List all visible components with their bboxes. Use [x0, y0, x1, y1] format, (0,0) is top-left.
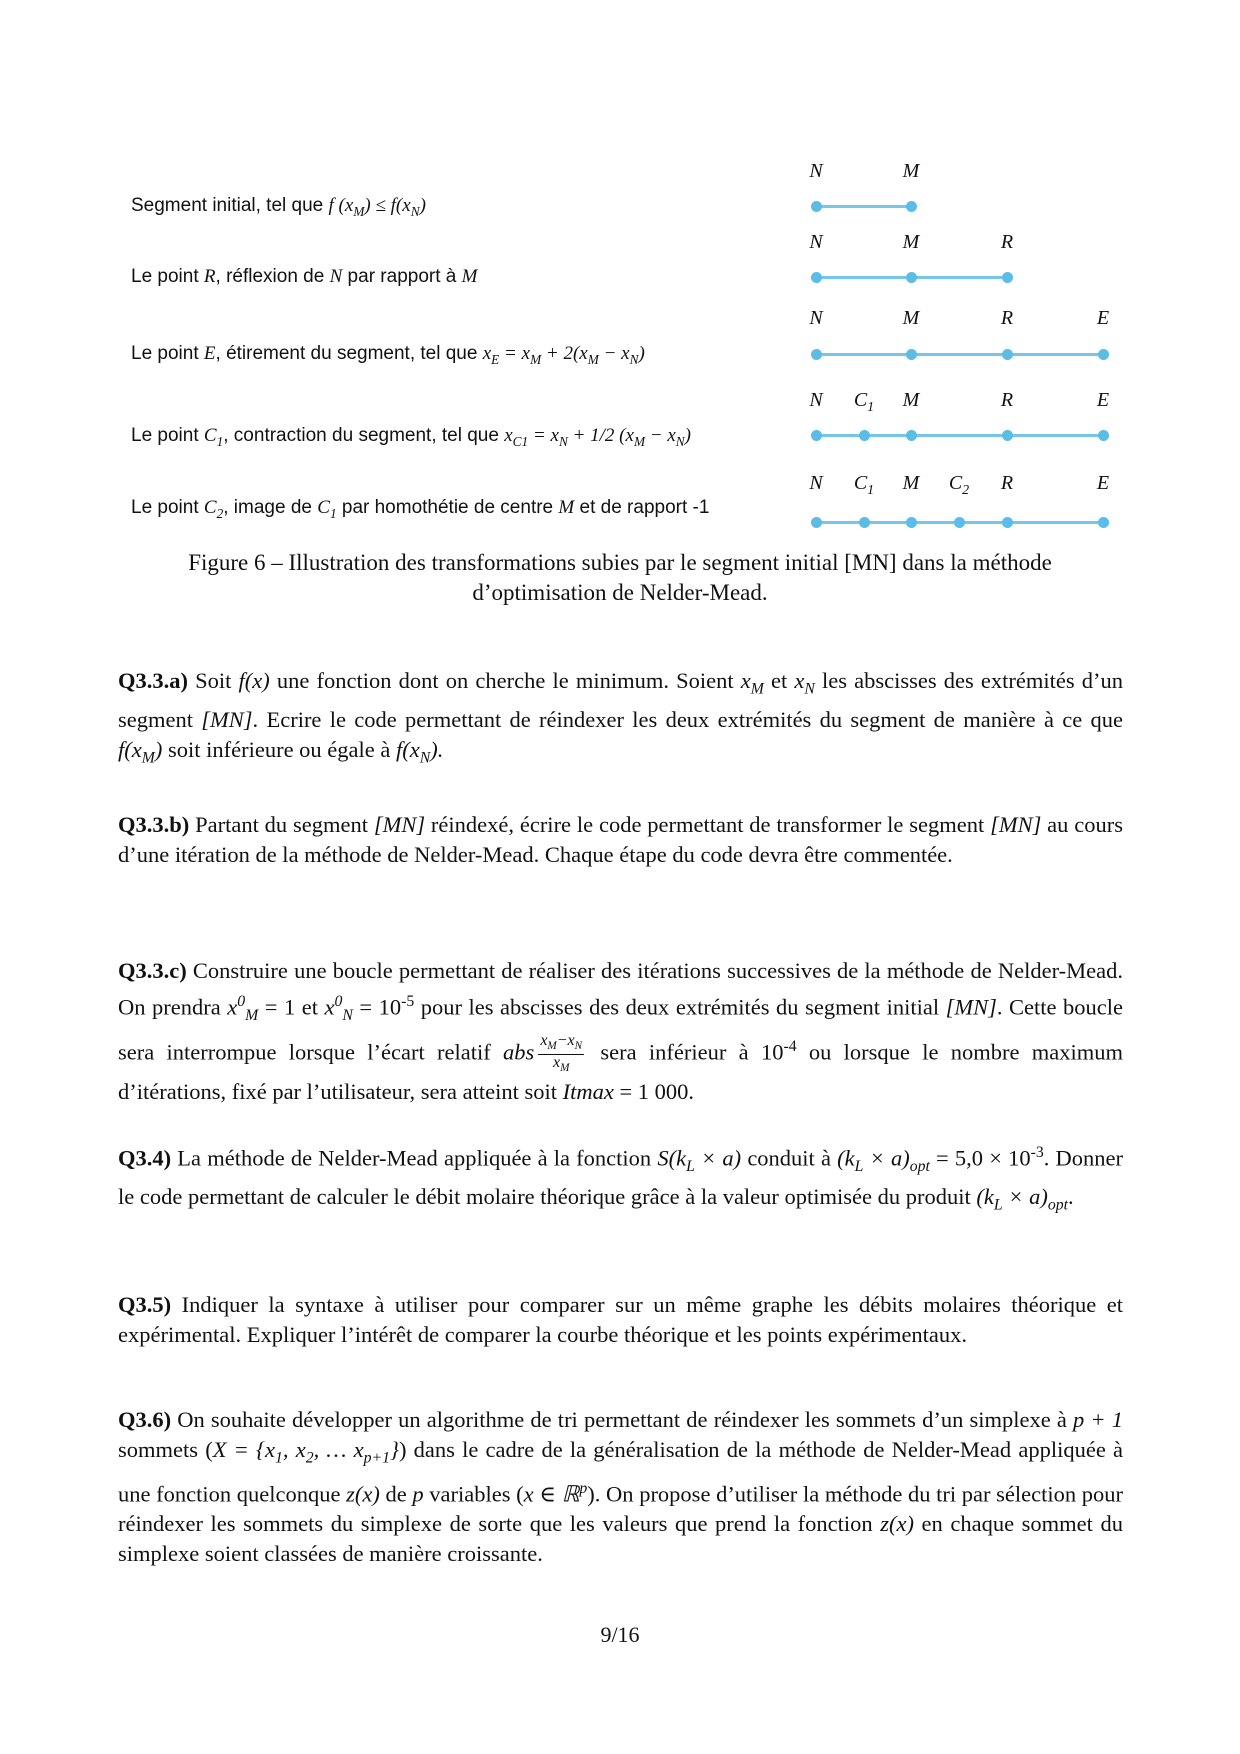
math-sub: M	[141, 749, 155, 766]
text: ). On propose d’utiliser la méthode du tri par sélection pour réindexer les sommets du simplexe de sorte que les valeurs que prend la fonction	[118, 1481, 1123, 1536]
label-sub: M	[530, 351, 542, 367]
point-label-N: N	[809, 307, 823, 329]
point-dot-N	[811, 272, 822, 283]
point-dot-E	[1098, 517, 1109, 528]
text: . Donner le code permettant de calculer le débit molaire théorique grâce à la valeur optimisée du produit	[118, 1145, 1123, 1209]
fraction-numerator: $x_M-x_N$	[538, 1033, 584, 1055]
label-sub: 1	[329, 505, 337, 521]
point-dot-N	[811, 349, 822, 360]
figure-caption	[120, 548, 1120, 608]
question-id: Q3.4)	[118, 1145, 172, 1171]
text: les abscisses des extrémités d’un segment	[118, 668, 1123, 732]
point-label-M: M	[902, 307, 920, 329]
point-dot-M	[906, 430, 917, 441]
point-label-N: N	[809, 231, 823, 253]
frac-sub: N	[574, 1039, 583, 1052]
math-sub: opt	[909, 1158, 930, 1175]
label-math: − x	[645, 425, 676, 446]
label-sub: M	[633, 433, 646, 449]
point-dot-C2	[954, 517, 965, 528]
math: p + 1	[1073, 1407, 1123, 1432]
point-dot-R	[1002, 272, 1013, 283]
exponent: -3	[1030, 1144, 1044, 1161]
math: x	[324, 994, 335, 1020]
math: x	[794, 668, 805, 693]
label-math: C	[317, 497, 330, 518]
point-dot-M	[906, 349, 917, 360]
text: = 1 et	[258, 994, 325, 1020]
label-text: Le point	[131, 497, 204, 518]
math-sub: N	[342, 1007, 353, 1024]
point-dot-M	[906, 272, 917, 283]
label-text: Le point	[131, 343, 204, 364]
math-sub: M	[245, 1007, 259, 1024]
math: [MN]	[373, 812, 426, 837]
math: [MN]	[201, 706, 253, 732]
label-math: R	[203, 266, 216, 287]
label-math: f (x	[328, 195, 354, 216]
point-dot-R	[1002, 430, 1013, 441]
label-sub: N	[629, 351, 639, 367]
label-text: par homothétie de centre	[336, 497, 559, 518]
point-label-R: R	[1000, 472, 1014, 494]
frac-sub: M	[560, 1062, 570, 1075]
row-label	[131, 425, 691, 450]
text: .	[1067, 1184, 1074, 1209]
label-math: )	[684, 425, 691, 446]
math: x	[227, 994, 238, 1020]
label-text: par rapport à	[342, 266, 462, 287]
row-label	[131, 266, 477, 288]
label-math: + 2(x	[541, 343, 588, 364]
label-text: , réflexion de	[215, 266, 330, 287]
math: S(k	[657, 1145, 687, 1171]
math: × a)	[863, 1145, 910, 1171]
point-dot-N	[811, 517, 822, 528]
label-math: x	[504, 425, 513, 446]
math-sup: 0	[237, 993, 246, 1010]
point-label-E: E	[1096, 389, 1110, 411]
fraction	[538, 1033, 584, 1076]
label-math: ) ≤ f(x	[364, 195, 411, 216]
text: Construire une boucle permettant de réaliser des itérations successives de la méthode de Nelder-Mead. On prendra	[118, 958, 1123, 1020]
math-sub: opt	[1047, 1196, 1068, 1214]
text: pour les abscisses des deux extrémités du segment initial	[414, 994, 946, 1020]
point-label-sub: 1	[867, 400, 875, 415]
question-id: Q3.3.c)	[118, 958, 187, 983]
row-label	[131, 343, 645, 368]
label-sub: C1	[512, 433, 529, 449]
math: f(x)	[238, 668, 270, 693]
figure-row-homothetie	[0, 472, 1240, 555]
text: Indiquer la syntaxe à utiliser pour comparer sur un même graphe les débits molaires théorique et expérimental. Expliquer l’intérêt de comparer la courbe théorique et les points expérimentaux.	[118, 1292, 1123, 1347]
point-label-text: $C_1$	[853, 472, 875, 498]
text: et	[763, 668, 795, 693]
text: Partant du segment	[189, 812, 374, 837]
label-math: x	[482, 343, 492, 364]
math: x ∈ ℝ	[523, 1481, 580, 1506]
label-math: + 1/2 (x	[567, 425, 634, 446]
caption-line-2: d’optimisation de Nelder-Mead.	[472, 580, 768, 605]
math: [MN]	[945, 994, 997, 1020]
text: soit inférieure ou égale à	[162, 736, 397, 762]
text: sommets (	[118, 1437, 213, 1462]
point-label-R: R	[1000, 389, 1014, 411]
exponent: -5	[401, 993, 415, 1010]
label-math: )	[419, 195, 426, 216]
math-sub: L	[686, 1158, 695, 1175]
text: conduit à	[741, 1145, 838, 1171]
label-sub: 1	[216, 433, 224, 449]
math: (k	[837, 1145, 855, 1171]
point-label-sub: 1	[867, 483, 875, 498]
label-sub: E	[491, 351, 500, 367]
question-id: Q3.3.b)	[118, 812, 190, 837]
figure-row-etirement	[0, 307, 1240, 387]
label-sub: N	[558, 433, 568, 449]
point-dot-E	[1098, 349, 1109, 360]
math-sub: L	[993, 1196, 1003, 1214]
point-label-M: M	[902, 389, 920, 411]
segment-line	[816, 353, 1103, 356]
figure-row-contraction	[0, 389, 1240, 469]
caption-line-1: Figure 6 – Illustration des transformations subies par le segment initial [MN] dans la méthode	[188, 550, 1052, 575]
segment-line	[816, 205, 911, 208]
text: = 5,0 × 10	[929, 1145, 1031, 1171]
point-dot-M	[906, 517, 917, 528]
label-text: Le point	[131, 266, 204, 287]
point-dot-N	[811, 430, 822, 441]
point-dot-C1	[859, 430, 870, 441]
point-label-C1	[854, 472, 874, 499]
math: , x	[282, 1437, 306, 1462]
label-sub: N	[675, 433, 685, 449]
text: Soit	[188, 668, 239, 693]
point-label-N: N	[809, 160, 823, 182]
label-math: = x	[499, 343, 531, 364]
point-dot-N	[811, 201, 822, 212]
label-text: et de rapport -1	[574, 497, 710, 518]
text: ) dans le cadre de la généralisation de la méthode de Nelder-Mead appliquée à une fonction quelconque	[118, 1437, 1123, 1506]
label-math: − x	[598, 343, 630, 364]
point-label-C1	[854, 389, 874, 416]
row-label	[131, 195, 426, 220]
math-sup: p	[579, 1479, 588, 1497]
math: , … x	[313, 1437, 364, 1462]
math: × a)	[1002, 1184, 1048, 1209]
label-text: , contraction du segment, tel que	[223, 425, 505, 446]
text: . Cette boucle sera interrompue lorsque l’écart relatif	[118, 994, 1123, 1065]
point-dot-E	[1098, 430, 1109, 441]
text: au cours d’une itération de la méthode de Nelder-Mead. Chaque étape du code devra être commentée.	[118, 812, 1123, 867]
question-q3-5	[118, 1290, 1123, 1350]
point-label-C2	[949, 472, 969, 499]
text: ou lorsque le nombre maximum d’itérations, fixé par l’utilisateur, sera atteint soit	[118, 1039, 1123, 1105]
question-q3-3-c	[118, 955, 1123, 1107]
point-dot-R	[1002, 517, 1013, 528]
label-sub: 2	[216, 505, 224, 521]
point-label-R: R	[1000, 231, 1014, 253]
point-label-sub: 2	[962, 483, 970, 498]
point-label-M: M	[902, 472, 920, 494]
text: variables (	[423, 1481, 524, 1506]
label-math: )	[638, 343, 645, 364]
question-q3-6	[118, 1405, 1123, 1569]
math-sub: N	[804, 680, 815, 698]
point-label-E: E	[1096, 472, 1110, 494]
label-math: C	[203, 425, 217, 446]
math: f(x	[396, 736, 420, 762]
exponent: -4	[783, 1038, 797, 1055]
point-label-text: $C_1$	[853, 389, 875, 415]
label-sub: N	[410, 203, 420, 219]
text: On souhaite développer un algorithme de tri permettant de réindexer les sommets d’un simplexe à	[171, 1407, 1073, 1432]
label-math: E	[203, 343, 216, 364]
math: abs	[503, 1039, 535, 1065]
math: p	[412, 1481, 424, 1506]
math: Itmax	[562, 1079, 614, 1105]
math: (k	[976, 1184, 994, 1209]
label-math: M	[461, 266, 478, 287]
math-sub: 2	[305, 1449, 314, 1467]
question-id: Q3.6)	[118, 1407, 172, 1432]
label-math: N	[329, 266, 343, 287]
math: z(x)	[346, 1481, 380, 1506]
label-sub: M	[587, 351, 599, 367]
text: = 1 000.	[613, 1079, 695, 1105]
label-math: C	[203, 497, 217, 518]
page-number: 9/16	[600, 1622, 640, 1647]
point-dot-M	[906, 201, 917, 212]
text: une fonction dont on cherche le minimum. Soient	[269, 668, 741, 693]
point-label-E: E	[1096, 307, 1110, 329]
label-math: M	[558, 497, 575, 518]
text: . Ecrire le code permettant de réindexer les deux extrémités du segment de manière à ce que	[252, 706, 1123, 732]
math: [MN]	[990, 812, 1042, 837]
math-sub: L	[854, 1158, 864, 1175]
math-sup: 0	[334, 993, 343, 1010]
text: en chaque sommet du simplexe soient classées de manière croissante.	[118, 1511, 1123, 1566]
question-q3-4	[118, 1138, 1123, 1221]
point-label-M: M	[902, 231, 920, 253]
question-q3-3-a	[118, 666, 1123, 773]
label-text: , image de	[223, 497, 318, 518]
point-label-N: N	[809, 389, 823, 411]
math: × a)	[694, 1145, 742, 1171]
figure-row-initial	[0, 160, 1240, 240]
question-id: Q3.5)	[118, 1292, 172, 1317]
question-q3-3-b	[118, 810, 1123, 870]
text: de	[379, 1481, 413, 1506]
math-sub: p+1	[363, 1449, 390, 1467]
math: z(x)	[880, 1511, 914, 1536]
math: f(x	[118, 736, 142, 762]
label-text: , étirement du segment, tel que	[215, 343, 483, 364]
label-sub: M	[353, 203, 365, 219]
math: }	[389, 1437, 399, 1462]
row-label	[131, 497, 709, 522]
text: La méthode de Nelder-Mead appliquée à la fonction	[171, 1145, 658, 1171]
text: réindexé, écrire le code permettant de transformer le segment	[425, 812, 991, 837]
label-text: Le point	[131, 425, 204, 446]
math: )	[154, 736, 163, 762]
point-label-text: $C_2$	[948, 472, 970, 498]
point-label-R: R	[1000, 307, 1014, 329]
figure-row-reflexion	[0, 231, 1240, 311]
point-dot-R	[1002, 349, 1013, 360]
label-math: = x	[528, 425, 559, 446]
math-sub: N	[419, 749, 431, 766]
frac-sub: M	[547, 1039, 557, 1052]
text: = 10	[352, 994, 402, 1020]
fraction-denominator: $x_M$	[553, 1053, 570, 1075]
point-label-N: N	[809, 472, 823, 494]
point-label-M: M	[902, 160, 920, 182]
math: ).	[430, 736, 444, 762]
math-sub: M	[750, 680, 764, 698]
question-id: Q3.3.a)	[118, 668, 188, 693]
math: x	[740, 668, 751, 693]
math: X = {x	[212, 1437, 276, 1462]
point-dot-C1	[859, 517, 870, 528]
math-sub: 1	[275, 1449, 283, 1467]
label-text: Segment initial, tel que	[131, 195, 329, 216]
text: sera inférieur à 10	[588, 1039, 784, 1065]
